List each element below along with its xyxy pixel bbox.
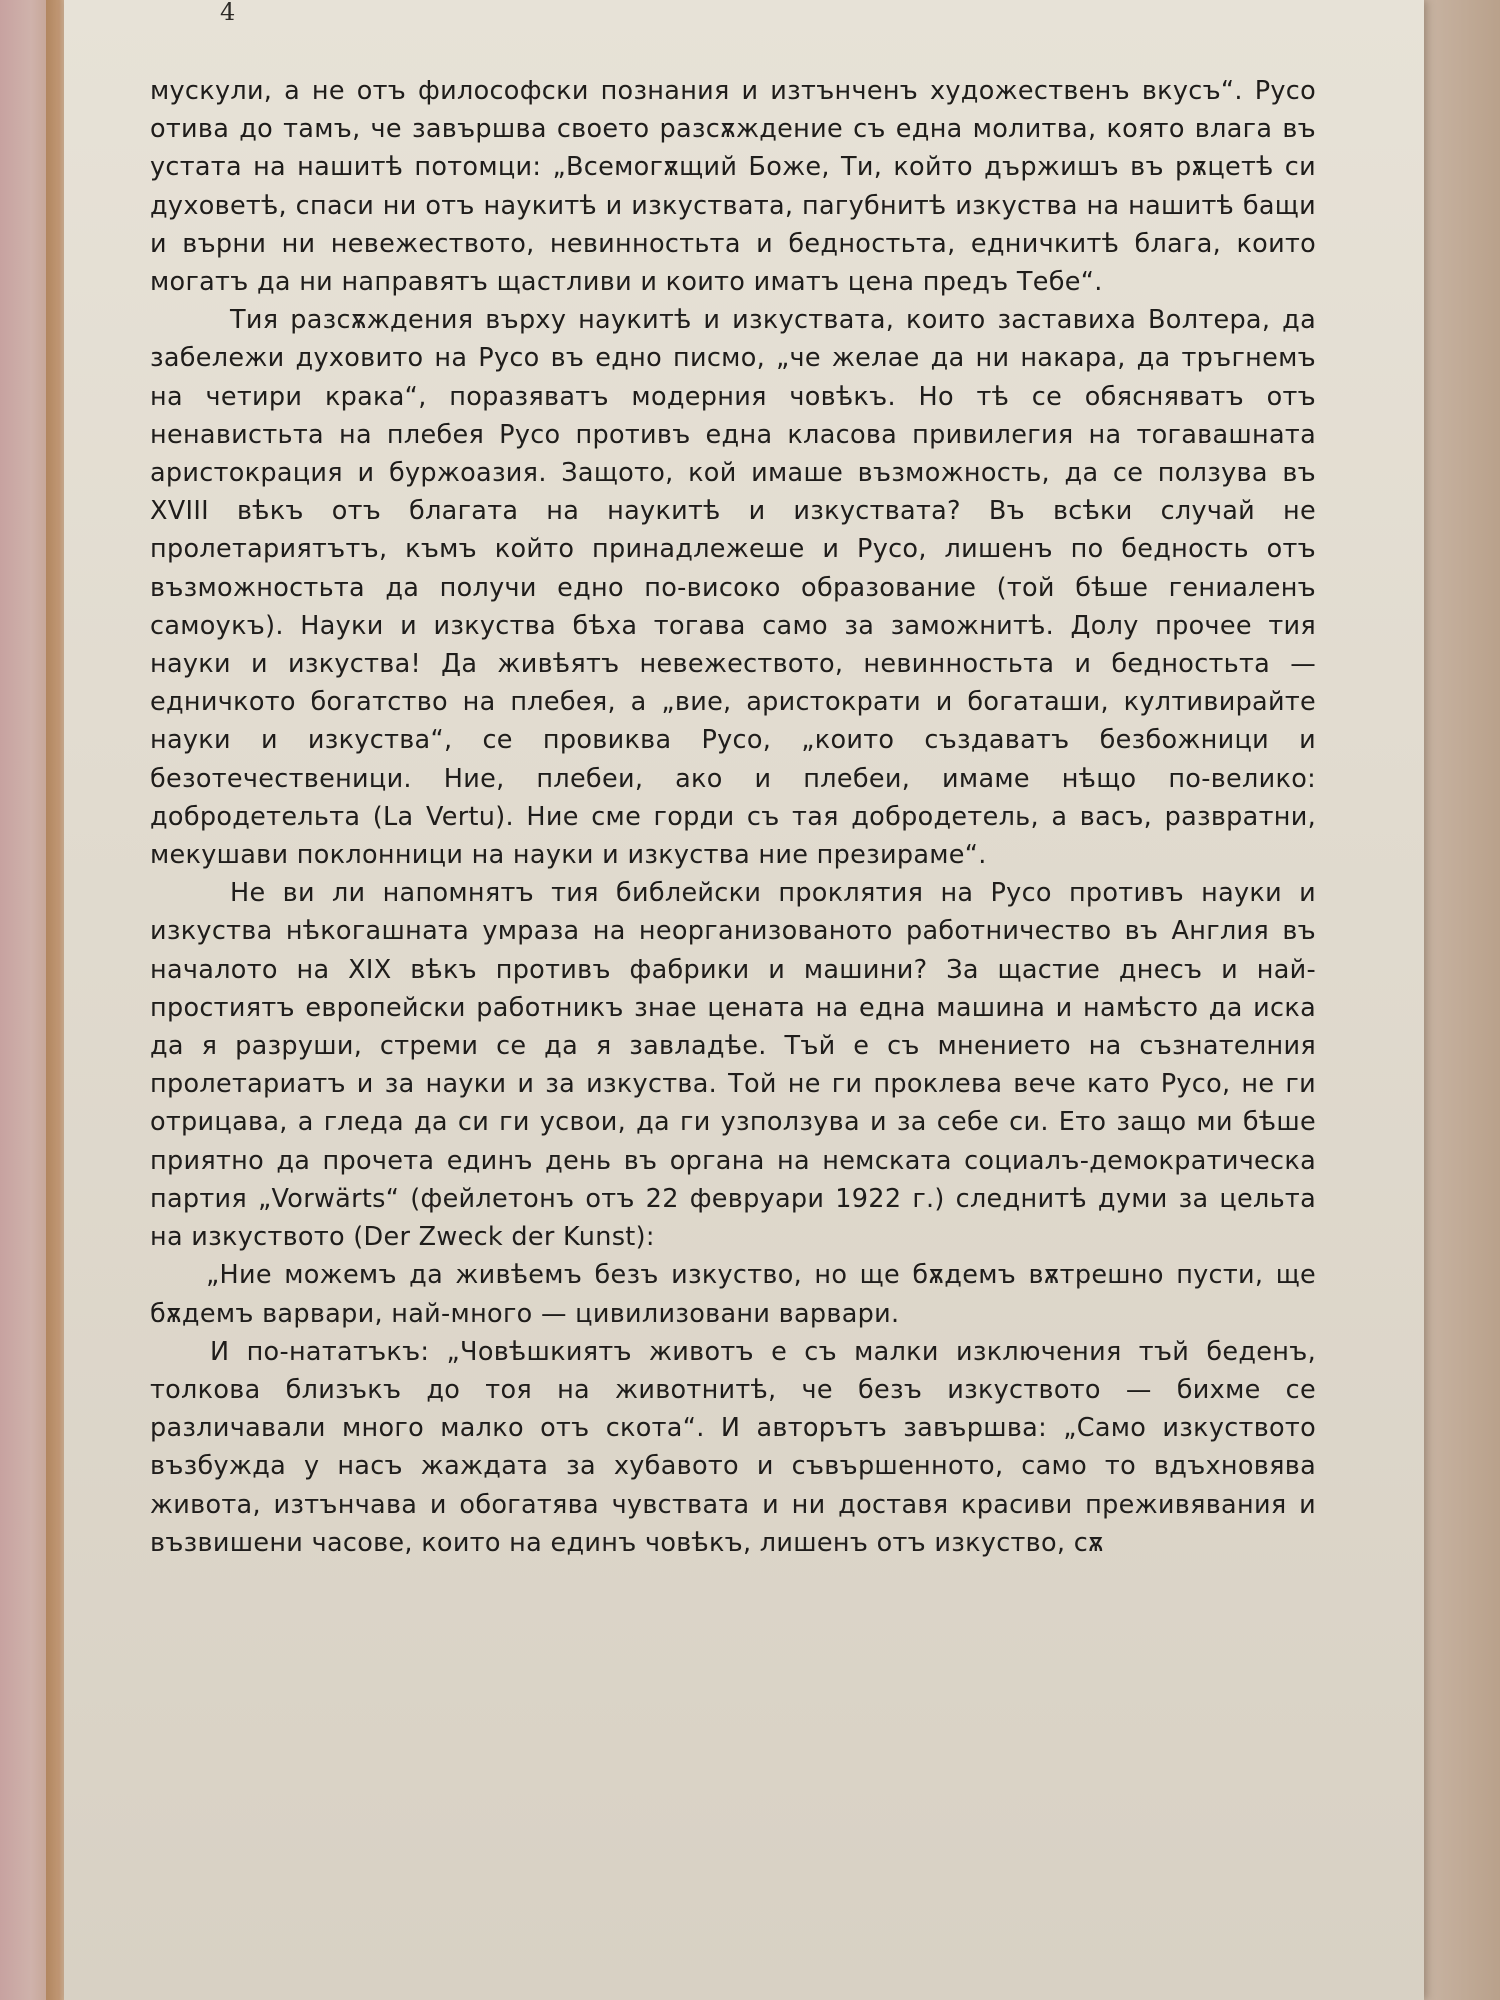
paragraph-3: Не ви ли напомнятъ тия библейски проклятия на Русо противъ науки и изкуства нѣкогашната умраза на неорганизованото работничество въ Англия въ началото на XIX вѣкъ противъ фабрики и машини? За щастие днесъ и най-простиятъ европейски работникъ знае цената на една машина и намѣсто да иска да я разруши, стреми се да я завладѣе. Тъй е съ мнението на съзнателния пролетариатъ и за науки и за изкуства. Той не ги проклева вече като Русо, не ги отрицава, а гледа да си ги усвои, да ги узползува и за себе си. Ето защо ми бѣше приятно да прочета единъ день въ органа на немската социалъ-демократическа партия „Vorwärts“ (фейлетонъ отъ 22 февруари 1922 г.) следнитѣ думи за цельта на изкуството (Der Zweck der Kunst): [150, 878, 1316, 1253]
paragraph-5: И по-нататъкъ: „Човѣшкиятъ животъ е съ малки изключения тъй беденъ, толкова близъкъ до тоя на животнитѣ, че безъ изкуството — бихме се различавали много малко отъ скота“. И авторътъ завършва: „Само изкуството възбужда у насъ жаждата за хубавото и съвършенното, само то вдъхновява живота, изтънчава и обогатява чувствата и ни доставя красиви преживявания и възвишени часове, които на единъ човѣкъ, лишенъ отъ изкуство, сѫ [150, 1336, 1316, 1558]
body-text [150, 72, 1316, 1562]
paragraph-1: мускули, а не отъ философски познания и изтънченъ художественъ вкусъ“. Русо отива до тамъ, че завършва своето разсѫждение съ една молитва, която влага въ устата на нашитѣ потомци: „Всемогѫщий Боже, Ти, който държишъ въ рѫцетѣ си духоветѣ, спаси ни отъ наукитѣ и изкуствата, пагубнитѣ изкуства на нашитѣ бащи и върни ни невежеството, невинностьта и бедностьта, едничкитѣ блага, които могатъ да ни направятъ щастливи и които иматъ цена предъ Тебе“. [150, 76, 1316, 298]
page-number: 4 [220, 0, 236, 26]
quote-paragraph: „Ние можемъ да живѣемъ безъ изкуство, но ще бѫдемъ вѫтрешно пусти, ще бѫдемъ варвари, най-много — цивилизовани варвари. [150, 1260, 1316, 1329]
paragraph-2: Тия разсѫждения върху наукитѣ и изкуствата, които заставиха Волтера, да забележи духовито на Русо въ едно писмо, „че желае да ни накара, да тръгнемъ на четири крака“, поразяватъ модерния човѣкъ. Но тѣ се обясняватъ отъ ненавистьта на плебея Русо противъ една класова привилегия на тогавашната аристокрация и буржоазия. Защото, кой имаше възможность, да се ползува въ XVIII вѣкъ отъ благата на наукитѣ и изкуствата? Въ всѣки случай не пролетариятътъ, къмъ който принадлежеше и Русо, лишенъ по бедность отъ възможностьта да получи едно по-високо образование (той бѣше гениаленъ самоукъ). Науки и изкуства бѣха тогава само за заможнитѣ. Долу прочее тия науки и изкуства! Да живѣятъ невежеството, невинностьта и бедностьта — едничкото богатство на плебея, а „вие, аристократи и богаташи, култивирайте науки и изкуства“, се провиква Русо, „които създаватъ безбожници и безотечественици. Ние, плебеи, ако и плебеи, имаме нѣщо по-велико: добродетельта (La Vertu). Ние сме горди съ тая добродетель, а васъ, развратни, мекушави поклонници на науки и изкуства ние презираме“. [150, 305, 1316, 871]
background-right-strip [1420, 0, 1500, 2000]
